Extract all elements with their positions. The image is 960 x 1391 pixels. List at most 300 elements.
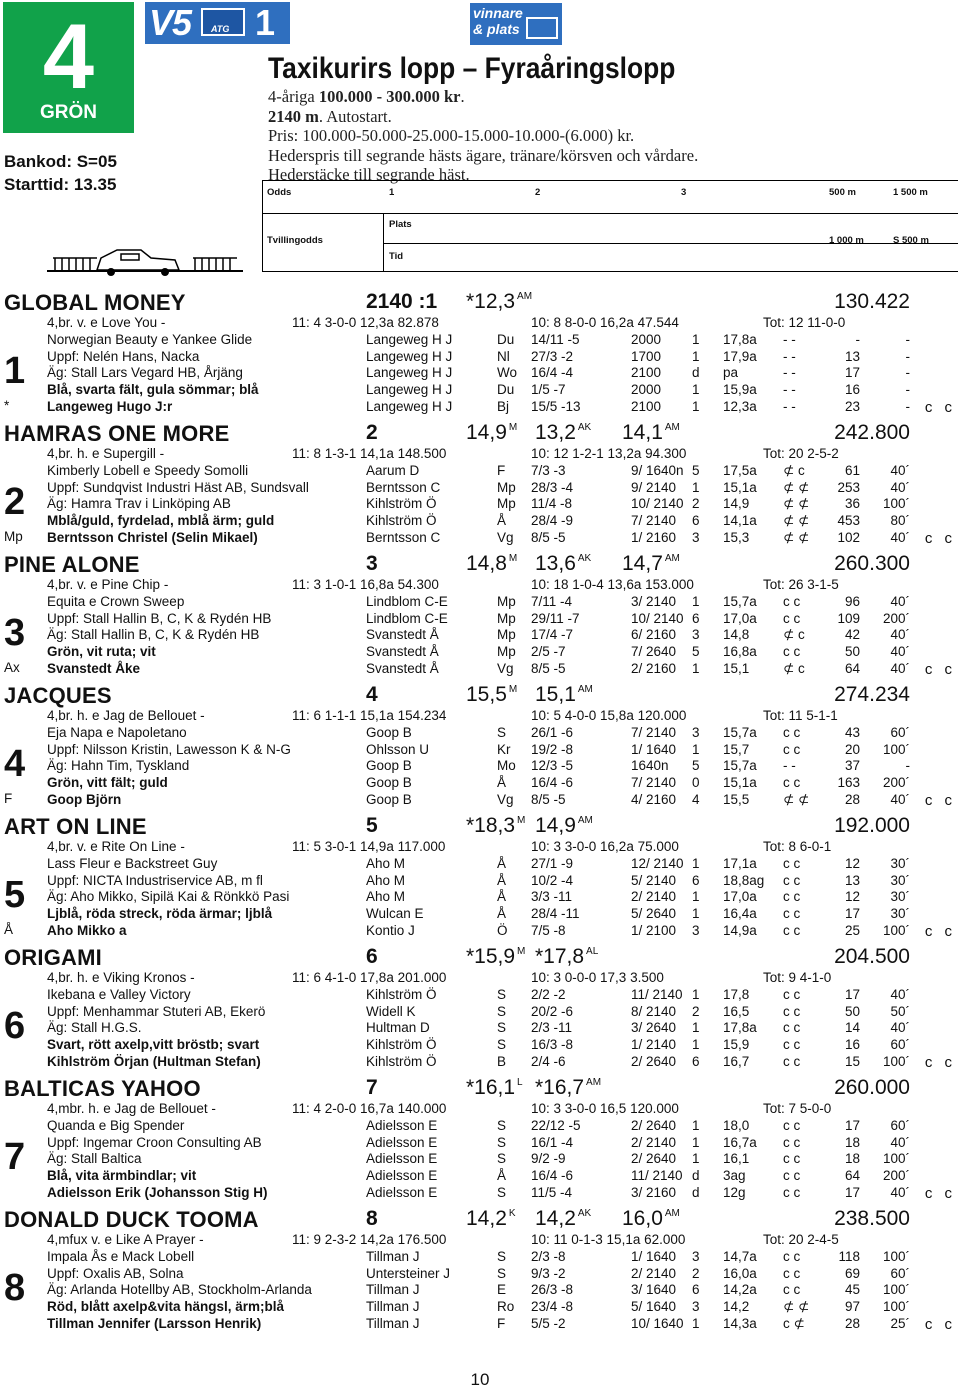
result-field: Aho M: [366, 856, 406, 871]
result-row: [0, 1281, 960, 1298]
result-field: 1640n: [631, 758, 669, 774]
result-field: Tillman J: [366, 1249, 420, 1264]
result-field: 17/4 -7: [531, 627, 574, 643]
result-field: 40´: [890, 1184, 910, 1200]
result-field: Å: [497, 889, 507, 905]
pedigree-field: 4,br. h. e Supergill -: [47, 446, 165, 461]
result-field: 1: [692, 479, 700, 495]
result-field: Å: [497, 1168, 507, 1184]
result-field: ⊄ c: [783, 627, 805, 643]
result-field: 1700: [631, 348, 662, 364]
shoe-info: Ax: [4, 660, 20, 675]
result-field: 60´: [890, 725, 910, 740]
col-3: 3: [681, 187, 687, 198]
odds-value: *16,7: [535, 1076, 585, 1099]
cc-mark: c c: [924, 1054, 956, 1071]
result-field: 13: [844, 348, 860, 364]
result-field: 61: [844, 463, 860, 478]
post-position: 5: [366, 814, 378, 837]
odds-1: [466, 290, 532, 314]
result-field: 60´: [890, 1265, 910, 1281]
odds-3: [622, 552, 680, 576]
result-row: [0, 855, 960, 872]
result-field: S: [497, 1249, 507, 1264]
odds-2: [535, 1076, 601, 1100]
result-field: c c: [783, 1184, 801, 1200]
result-field: Aarum D: [366, 463, 420, 478]
result-field: Vg: [497, 529, 514, 545]
result-field: Mp: [497, 479, 516, 495]
result-field: 40´: [890, 987, 910, 1002]
result-field: 36: [844, 496, 860, 512]
result-field: 26/3 -8: [531, 1282, 574, 1298]
odds-value: *16,1: [466, 1076, 516, 1099]
result-row: [0, 1003, 960, 1020]
result-field: 6: [692, 1282, 700, 1298]
result-field: -: [855, 332, 860, 347]
odds-3: [622, 683, 624, 707]
pedigree-row: [0, 707, 960, 724]
result-field: 1: [692, 889, 700, 905]
odds-type: AK: [577, 553, 592, 564]
odds-value: 14,1: [622, 421, 663, 444]
result-field: Lass Fleur e Backstreet Guy: [47, 856, 218, 871]
result-field: 64: [844, 660, 860, 676]
race-color: GRÖN: [40, 102, 97, 123]
result-field: 18,8ag: [723, 872, 765, 888]
pedigree-field: 4,br. h. e Jag de Bellouet -: [47, 708, 205, 723]
result-field: 5/5 -2: [531, 1315, 566, 1331]
odds-3: [622, 1076, 624, 1100]
result-field: 2/3 -11: [531, 1020, 573, 1036]
result-field: Å: [497, 906, 507, 922]
pedigree-field: Tot: 9 4-1-0: [763, 970, 832, 985]
result-field: Untersteiner J: [366, 1265, 451, 1281]
result-field: 14,7a: [723, 1249, 757, 1264]
result-field: 26/1 -6: [531, 725, 574, 740]
result-field: 16/4 -6: [531, 775, 574, 791]
result-field: Mo: [497, 758, 516, 774]
result-row: [0, 1117, 960, 1134]
result-field: Wo: [497, 365, 518, 381]
odds-3: [622, 945, 624, 969]
result-field: 1: [692, 906, 700, 922]
result-field: Kihlström Örjan (Hultman Stefan): [47, 1053, 261, 1069]
col-1500m: 1 500 m: [893, 187, 928, 198]
result-field: 50´: [890, 1003, 910, 1019]
result-field: 22/12 -5: [531, 1118, 581, 1133]
result-field: Vg: [497, 660, 514, 676]
result-field: c c: [783, 610, 801, 626]
race-number: 4: [42, 6, 95, 108]
pedigree-field: 11: 6 1-1-1 15,1a 154.234: [292, 708, 447, 723]
pedigree-field: 4,br. h. e Viking Kronos -: [47, 970, 195, 985]
pedigree-field: 11: 8 1-3-1 14,1a 148.500: [292, 446, 447, 461]
result-field: Norwegian Beauty e Yankee Glide: [47, 332, 253, 347]
result-field: c c: [783, 889, 801, 905]
result-field: 1: [692, 1037, 700, 1053]
odds-value: 15,1: [535, 683, 576, 706]
result-field: 8/5 -5: [531, 529, 566, 545]
result-field: Berntsson C: [366, 479, 441, 495]
result-row: [0, 1150, 960, 1167]
result-field: 253: [837, 479, 860, 495]
odds-value: 14,9: [535, 814, 576, 837]
result-field: Nl: [497, 348, 510, 364]
result-field: Uppf: NICTA Industriservice AB, m fl: [47, 872, 263, 888]
result-field: -: [905, 382, 910, 398]
result-field: Å: [497, 513, 507, 529]
pedigree-field: 10: 3 3-0-0 16,2a 75.000: [531, 839, 679, 854]
result-field: 14: [844, 1020, 860, 1036]
result-field: - -: [783, 348, 796, 364]
result-field: 2/4 -6: [531, 1053, 566, 1069]
odds-2: [535, 945, 598, 969]
race-info-line: Pris: 100.000-50.000-25.000-15.000-10.000-(6.000) kr.: [268, 126, 635, 145]
result-row: [0, 1053, 960, 1070]
result-field: 0: [692, 775, 700, 791]
odds-1: [466, 945, 525, 969]
cc-mark: c c: [924, 792, 956, 809]
result-row: [0, 724, 960, 741]
odds-2: [535, 814, 593, 838]
result-row: [0, 1298, 960, 1315]
result-field: 11/ 2140: [631, 1168, 683, 1184]
pedigree-field: 4,br. v. e Rite On Line -: [47, 839, 185, 854]
result-field: pa: [723, 365, 739, 381]
result-field: 2100: [631, 398, 662, 414]
odds-value: *18,3: [466, 814, 516, 837]
result-field: 8/5 -5: [531, 791, 566, 807]
result-field: 102: [837, 529, 860, 545]
horse-name: GLOBAL MONEY: [4, 290, 186, 315]
result-row: [0, 495, 960, 512]
pedigree-field: 11: 4 3-0-0 12,3a 82.878: [292, 315, 439, 330]
result-field: Svanstedt Åke: [47, 660, 141, 676]
result-field: 15,1: [723, 660, 750, 676]
odds-type: AM: [517, 291, 533, 302]
result-row: [0, 986, 960, 1003]
result-field: Langeweg Hugo J:r: [47, 398, 173, 414]
result-field: 100´: [882, 1151, 910, 1167]
result-field: E: [497, 1282, 507, 1298]
pedigree-field: 10: 5 4-0-0 15,8a 120.000: [531, 708, 687, 723]
pedigree-field: 4,mfux v. e Like A Prayer -: [47, 1232, 204, 1247]
result-field: Grön, vit ruta; vit: [47, 644, 156, 660]
pedigree-row: [0, 838, 960, 855]
page-number: 10: [470, 1370, 490, 1389]
result-field: Kihlström Ö: [366, 496, 437, 512]
result-field: 7/ 2140: [631, 725, 677, 740]
result-field: 1: [692, 398, 700, 414]
result-field: 16/4 -6: [531, 1168, 574, 1184]
result-field: Du: [497, 332, 515, 347]
result-field: 3/ 2640: [631, 1020, 677, 1036]
result-field: 40´: [890, 627, 910, 643]
result-field: c c: [783, 644, 801, 660]
result-field: 15,7: [723, 741, 750, 757]
result-row: [0, 643, 960, 660]
result-field: 12/3 -5: [531, 758, 574, 774]
earnings: 130.422: [834, 290, 910, 313]
odds-type: AM: [664, 422, 680, 433]
result-row: [0, 791, 960, 808]
odds-2: [535, 683, 593, 707]
result-field: 50: [844, 644, 860, 660]
result-field: B: [497, 1053, 507, 1069]
vinnare-plats-logo: [470, 3, 562, 45]
result-field: Berntsson C: [366, 529, 441, 545]
vinnare-label: vinnare: [473, 5, 523, 21]
post-position: 3: [366, 552, 378, 575]
odds-2: [535, 290, 537, 314]
result-field: -: [905, 365, 910, 381]
result-field: 7/ 2140: [631, 775, 677, 791]
shoe-info: F: [4, 791, 13, 806]
result-field: 14,9a: [723, 922, 757, 938]
result-field: 15,5: [723, 791, 750, 807]
result-row: [0, 872, 960, 889]
result-field: Kihlström Ö: [366, 987, 437, 1002]
odds-value: 15,5: [466, 683, 507, 706]
result-field: 2/ 2140: [631, 889, 677, 905]
result-field: S: [497, 1020, 507, 1036]
result-field: 100´: [882, 741, 910, 757]
result-field: 43: [844, 725, 860, 740]
result-field: ⊄ ⊄: [783, 479, 810, 495]
result-field: S: [497, 725, 507, 740]
result-field: Blå, svarta fält, gula sömmar; blå: [47, 382, 259, 398]
odds-value: *17,8: [535, 945, 585, 968]
pedigree-field: 11: 3 1-0-1 16,8a 54.300: [292, 577, 439, 592]
result-field: 17: [844, 365, 860, 381]
atg-flag-icon: [526, 17, 558, 39]
result-field: Äg: Stall Baltica: [47, 1151, 142, 1167]
post-position: 4: [366, 683, 378, 706]
pedigree-field: 4,mbr. h. e Jag de Bellouet -: [47, 1101, 216, 1116]
earnings: 260.300: [834, 552, 910, 575]
result-field: 1/ 2140: [631, 1037, 677, 1053]
result-field: 16,4a: [723, 906, 757, 922]
result-field: ⊄ ⊄: [783, 513, 810, 529]
odds-1: [466, 421, 517, 445]
odds-1: [466, 1076, 523, 1100]
result-field: 1: [692, 348, 700, 364]
result-field: Svanstedt Å: [366, 644, 439, 660]
result-field: 15,9a: [723, 382, 757, 398]
pedigree-field: Tot: 12 11-0-0: [763, 315, 846, 330]
result-field: 23/4 -8: [531, 1299, 574, 1315]
result-field: 14,1a: [723, 513, 757, 529]
result-field: 30´: [890, 856, 910, 871]
odds-grid: [262, 180, 958, 272]
horse-name: BALTICAS YAHOO: [4, 1076, 201, 1101]
result-row: [0, 364, 960, 381]
result-field: 6: [692, 610, 700, 626]
result-field: 15,7a: [723, 725, 757, 740]
pedigree-field: 10: 8 8-0-0 16,2a 47.544: [531, 315, 679, 330]
result-field: 40´: [890, 660, 910, 676]
result-row: [0, 331, 960, 348]
odds-value: 14,9: [466, 421, 507, 444]
result-field: 50: [844, 1003, 860, 1019]
result-field: 14,2a: [723, 1282, 757, 1298]
result-field: 7/ 2640: [631, 644, 677, 660]
post-position: 2: [366, 421, 378, 444]
result-field: 17,8: [723, 987, 750, 1002]
result-field: Blå, vita ärmbindlar; vit: [47, 1168, 197, 1184]
result-field: 2: [692, 1003, 700, 1019]
result-field: Aho Mikko a: [47, 922, 127, 938]
result-field: 42: [844, 627, 860, 643]
odds-3: [622, 814, 624, 838]
result-field: 12: [844, 889, 860, 905]
result-field: Äg: Stall Lars Vegard HB, Årjäng: [47, 365, 243, 381]
result-field: 2: [692, 496, 700, 512]
result-row: [0, 757, 960, 774]
result-field: 14,3a: [723, 1315, 757, 1331]
result-field: c c: [783, 872, 801, 888]
result-field: 2000: [631, 332, 662, 347]
result-field: ⊄ ⊄: [783, 1299, 810, 1315]
result-field: 28/4 -11: [531, 906, 580, 922]
result-row: [0, 610, 960, 627]
pedigree-field: Tot: 7 5-0-0: [763, 1101, 832, 1116]
result-field: 45: [844, 1282, 860, 1298]
pedigree-field: 11: 5 3-0-1 14,9a 117.000: [292, 839, 446, 854]
result-field: 23: [844, 398, 860, 414]
result-field: c c: [783, 856, 801, 871]
result-field: Ro: [497, 1299, 515, 1315]
result-row: [0, 1134, 960, 1151]
result-field: S: [497, 1118, 507, 1133]
result-field: 2/3 -8: [531, 1249, 566, 1264]
result-field: S: [497, 1151, 507, 1167]
result-field: 8/ 2140: [631, 1003, 677, 1019]
result-field: 7/ 2140: [631, 513, 677, 529]
result-field: 5/ 2140: [631, 872, 677, 888]
pedigree-field: 11: 9 2-3-2 14,2a 176.500: [292, 1232, 447, 1247]
result-field: Adielsson E: [366, 1184, 438, 1200]
cc-mark: c c: [924, 530, 956, 547]
result-field: 10/ 2140: [631, 496, 684, 512]
result-field: Äg: Hahn Tim, Tyskland: [47, 758, 190, 774]
result-row: [0, 741, 960, 758]
result-field: 30´: [890, 906, 910, 922]
result-field: 2/ 2640: [631, 1151, 677, 1167]
v5-label: V5: [149, 2, 192, 43]
result-row: [0, 1184, 960, 1201]
result-field: Uppf: Oxalis AB, Solna: [47, 1265, 184, 1281]
post-position: 6: [366, 945, 378, 968]
result-field: 118: [838, 1249, 860, 1264]
result-row: [0, 462, 960, 479]
post-position: 7: [366, 1076, 378, 1099]
result-field: c c: [783, 1265, 801, 1281]
result-field: 1: [692, 332, 700, 347]
tid-label: Tid: [389, 251, 404, 262]
result-field: Å: [497, 775, 507, 791]
result-field: 37: [844, 758, 860, 774]
result-field: S: [497, 987, 507, 1002]
result-field: 5/ 2640: [631, 906, 677, 922]
result-field: Impala Ås e Mack Lobell: [47, 1249, 195, 1264]
result-field: Hultman D: [366, 1020, 430, 1036]
post-position: 8: [366, 1207, 378, 1230]
col-1: 1: [389, 187, 395, 198]
pedigree-field: 10: 3 3-0-0 16,5 120.000: [531, 1101, 679, 1116]
result-row: [0, 1315, 960, 1332]
result-field: - -: [783, 382, 796, 398]
result-row: [0, 479, 960, 496]
result-field: Widell K: [366, 1003, 416, 1019]
result-field: 200´: [882, 1168, 910, 1184]
result-field: 1: [692, 1315, 700, 1331]
result-field: 1/5 -7: [531, 382, 566, 398]
result-field: Äg: Arlanda Hotellby AB, Stockholm-Arlanda: [47, 1282, 312, 1298]
result-field: S: [497, 1037, 507, 1053]
result-field: 11/ 2140: [631, 987, 683, 1002]
result-field: - -: [783, 332, 796, 347]
result-field: Uppf: Nelén Hans, Nacka: [47, 348, 200, 364]
result-field: 40´: [890, 463, 910, 478]
result-field: d: [692, 1184, 700, 1200]
result-field: 2/ 2140: [631, 1134, 677, 1150]
result-field: c c: [783, 1020, 801, 1036]
result-field: Mp: [497, 496, 516, 512]
race-info-line: Hederstäcke till segrande häst.: [268, 165, 470, 184]
result-field: 2/ 2640: [631, 1118, 677, 1133]
result-field: 453: [837, 513, 860, 529]
result-field: 20/2 -6: [531, 1003, 574, 1019]
result-field: 13: [844, 872, 860, 888]
result-field: 97: [844, 1299, 860, 1315]
result-field: Äg: Aho Mikko, Sipilä Kai & Rönkkö Pasi: [47, 889, 290, 905]
result-field: c c: [783, 922, 801, 938]
result-field: c c: [783, 775, 801, 791]
result-field: 16/3 -8: [531, 1037, 574, 1053]
odds-value: 16,0: [622, 1207, 663, 1230]
result-field: 25´: [890, 1315, 910, 1331]
result-field: -: [905, 398, 910, 414]
odds-1: [466, 552, 517, 576]
odds-type: M: [517, 815, 526, 826]
result-field: 17: [844, 987, 860, 1002]
result-field: ⊄ c: [783, 463, 805, 478]
odds-type: AM: [664, 1208, 680, 1219]
result-row: [0, 512, 960, 529]
result-field: 7/11 -4: [531, 594, 573, 609]
result-field: F: [497, 1315, 506, 1331]
result-field: 10/ 2140: [631, 610, 684, 626]
result-field: S: [497, 1003, 507, 1019]
result-field: 6: [692, 1053, 700, 1069]
plats-label: & plats: [473, 21, 520, 37]
result-field: 200´: [882, 775, 910, 791]
result-field: 1: [692, 660, 700, 676]
result-field: c c: [783, 1037, 801, 1053]
result-field: Svanstedt Å: [366, 627, 439, 643]
odds-type: L: [517, 1077, 523, 1088]
horse-name: DONALD DUCK TOOMA: [4, 1207, 259, 1232]
cc-mark: c c: [924, 1316, 956, 1333]
horse-name: PINE ALONE: [4, 552, 140, 577]
result-field: Kihlström Ö: [366, 513, 437, 529]
result-field: 5/ 1640: [631, 1299, 677, 1315]
result-field: 5: [692, 463, 700, 478]
odds-type: AK: [577, 422, 592, 433]
result-field: 40´: [890, 791, 910, 807]
